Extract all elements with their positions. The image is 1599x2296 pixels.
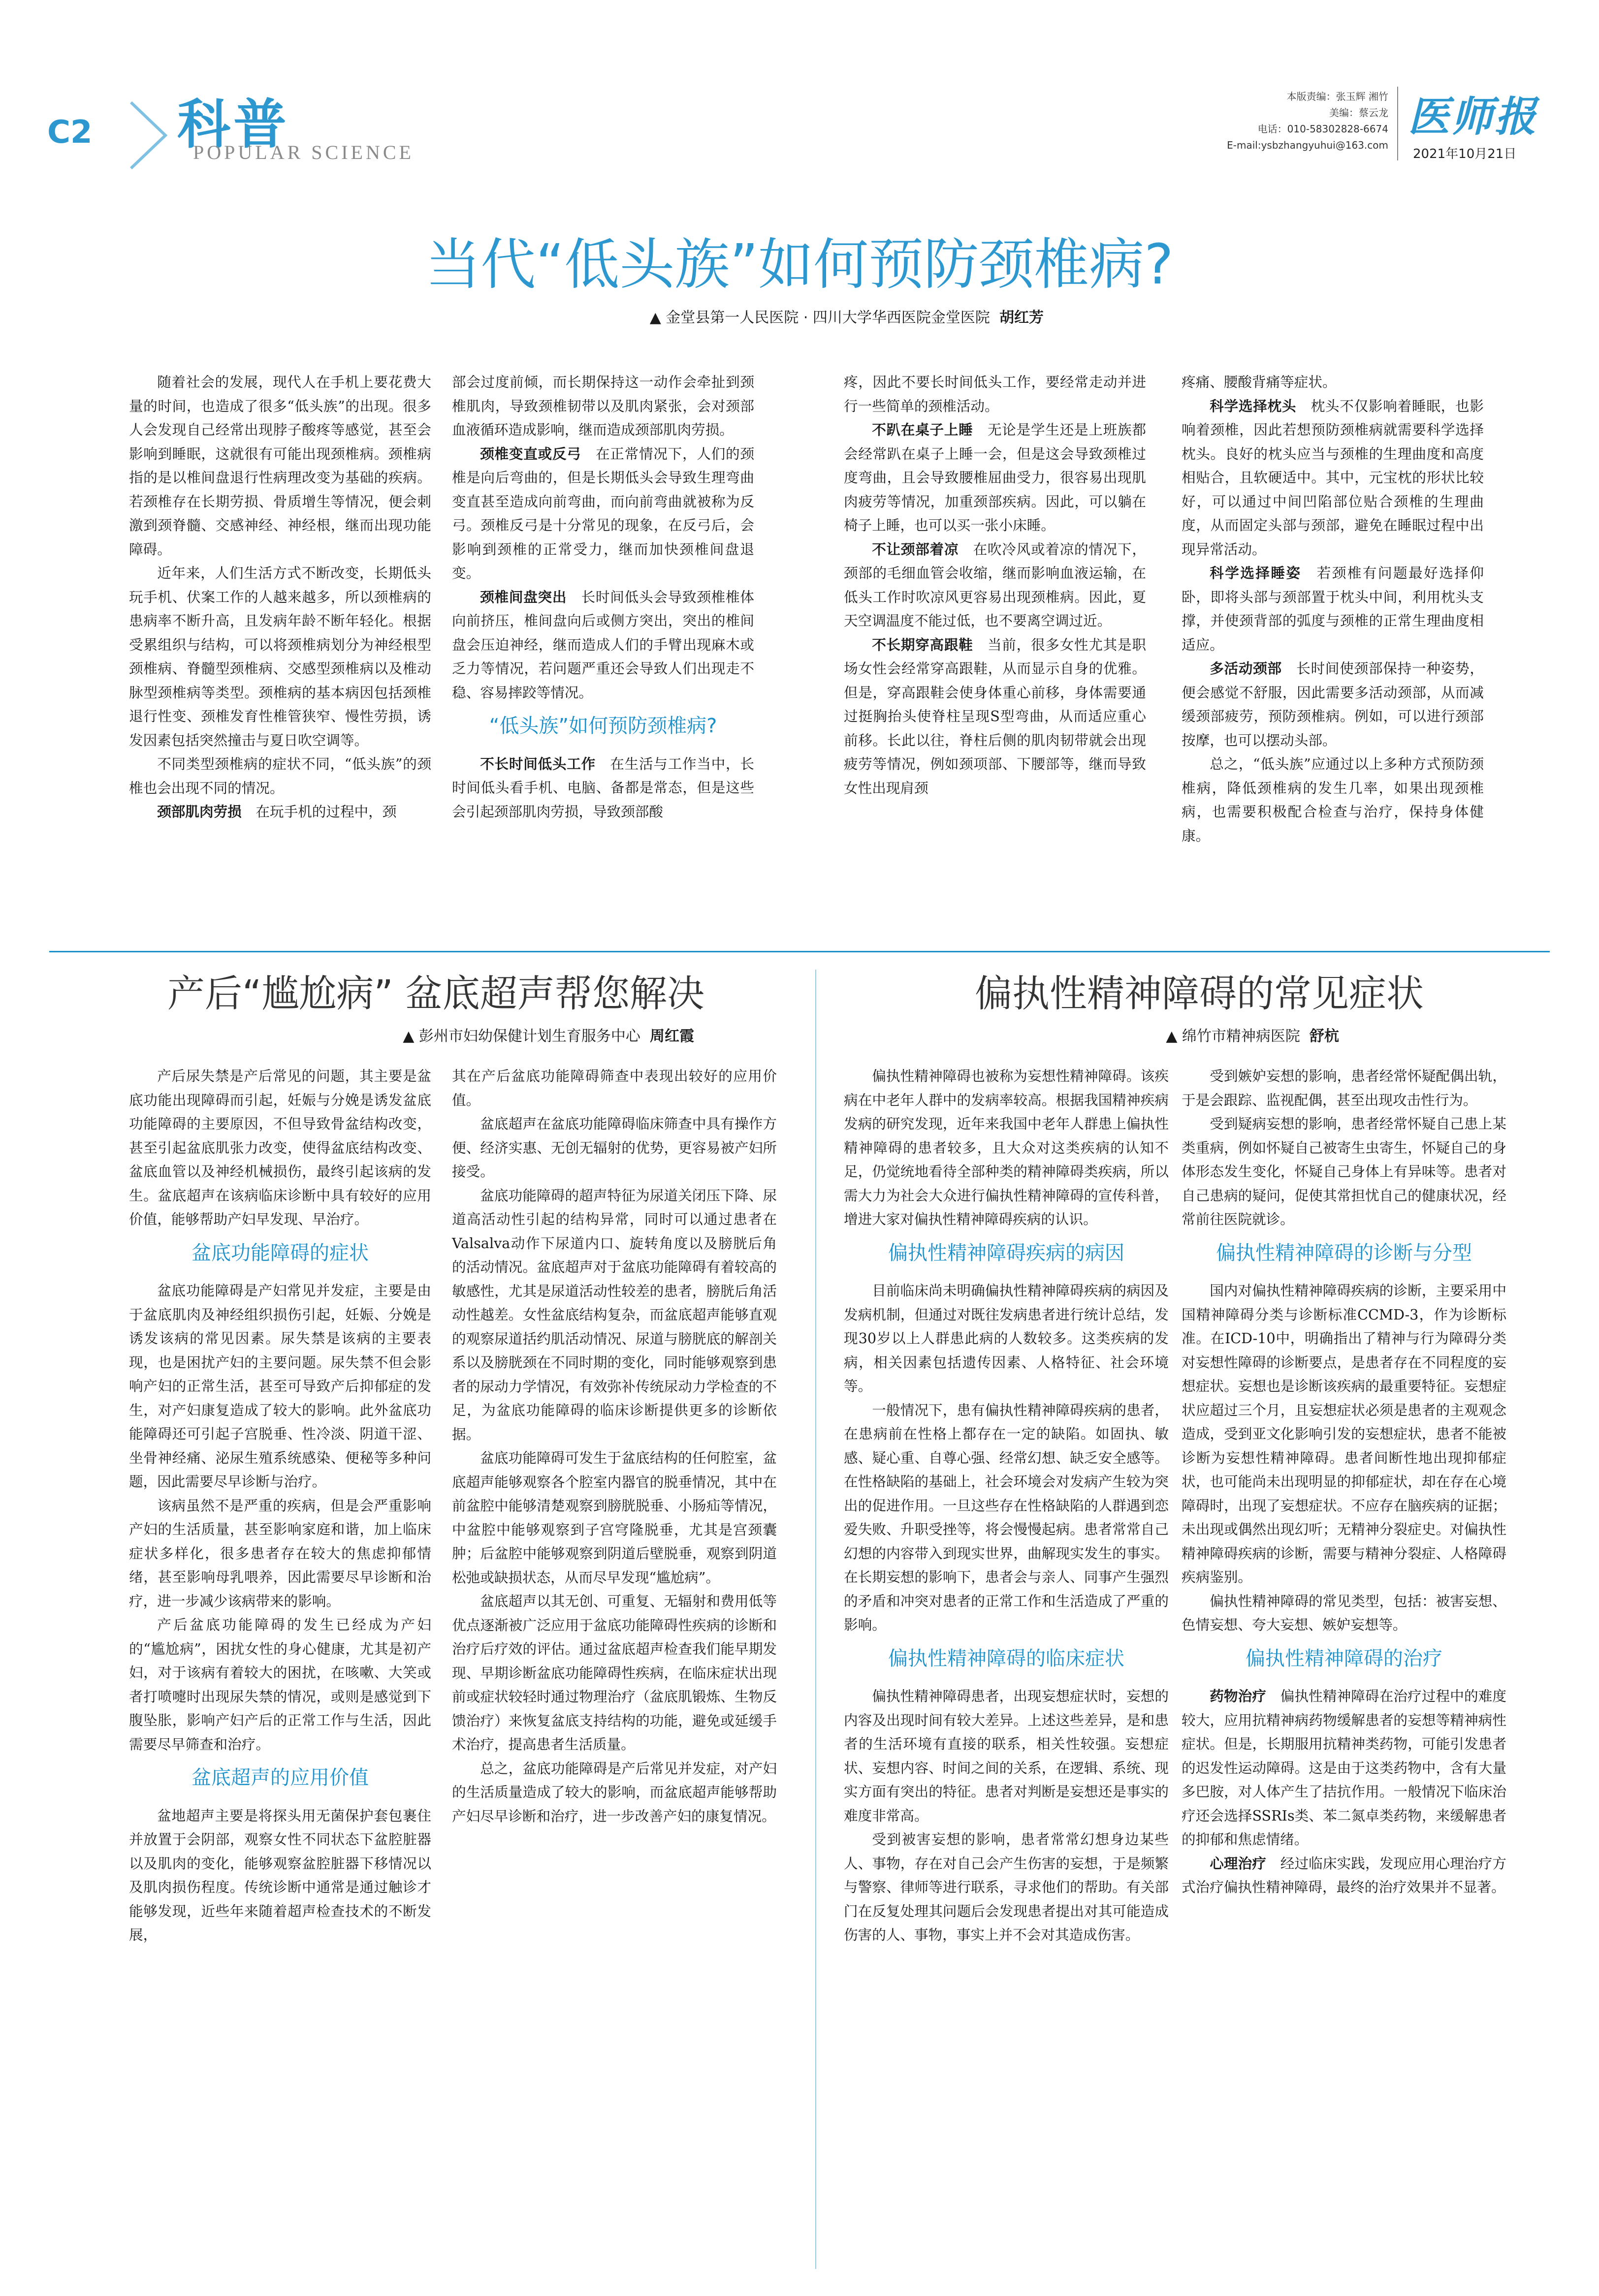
column-separator [815, 970, 816, 2269]
paragraph [452, 1757, 777, 1828]
paragraph [844, 1827, 1169, 1947]
paragraph [452, 1064, 777, 1112]
article1-col2 [452, 370, 754, 823]
paragraph-heading: 不让颈部着凉 [872, 540, 959, 558]
paragraph-text: 若颈椎有问题最好选择仰卧，即将头部与颈部置于枕头中间，利用枕头支撑，并使颈背部的弧度与颈椎的正常生理曲度相适应。 [1182, 565, 1484, 653]
paragraph-heading: 颈椎变直或反弓 [480, 445, 581, 462]
paragraph [844, 1279, 1169, 1398]
article3-title: 偏执性精神障碍的常见症状 [975, 972, 1424, 1015]
paragraph [129, 370, 431, 561]
paragraph [452, 1112, 777, 1184]
paragraph [129, 1064, 431, 1231]
paragraph-text: 盆底功能障碍可发生于盆底结构的任何腔室，盆底超声能够观察各个腔室内器官的脱垂情况，其中在前盆腔中能够清楚观察到膀胱脱垂、小肠疝等情况，中盆腔中能够观察到子宫穹隆脱垂，尤其是宫颈囊肿；后盆腔中能够观察到阴道后壁脱垂，观察到阴道松弛或缺损状态，从而尽早发现“尴尬病”。 [452, 1449, 777, 1586]
paragraph [844, 1398, 1169, 1637]
paragraph [129, 561, 431, 752]
section-subtitle: POPULAR SCIENCE [193, 141, 414, 163]
paragraph [1182, 1064, 1506, 1112]
byline-org: ▲ 彭州市妇幼保健计划生育服务中心 [403, 1028, 640, 1045]
paragraph-text: 盆底功能障碍是产妇常见并发症，主要是由于盆底肌肉及神经组织损伤引起，妊娠、分娩是诱发该病的常见因素。尿失禁是该病的主要表现，也是困扰产妇的主要问题。尿失禁不但会影响产妇的正常生活，甚至可导致产后抑郁症的发生，对产妇康复造成了较大的影响。此外盆底功能障碍还可引起子宫脱垂、性冷淡、阴道干涩、坐骨神经痛、泌尿生殖系统感染、便秘等多种问题，因此需要尽早诊断与治疗。 [129, 1282, 431, 1490]
paragraph-heading: 心理治疗 [1210, 1855, 1267, 1872]
designer-line: 美编：蔡云龙 [1329, 107, 1388, 119]
article1-bottom-rule [49, 951, 1550, 952]
paragraph-heading: 不长时间低头工作 [480, 755, 596, 772]
paragraph-text: 偏执性精神障碍患者，出现妄想症状时，妄想的内容及出现时间有较大差异。上述这些差异，是和患者的生活环境有直接的联系，相关性较强。妄想症状、妄想内容、时间之间的关系，在逻辑、系统、现实方面有突出的特征。患者对判断是妄想还是事实的难度非常高。 [844, 1688, 1169, 1824]
paragraph-text: 受到疑病妄想的影响，患者经常怀疑自己患上某类重病，例如怀疑自己被寄生虫寄生，怀疑自己的身体形态发生变化，怀疑自己身体上有异味等。患者对自己患病的疑问，促使其常担忧自己的健康状况，经常前往医院就诊。 [1182, 1115, 1506, 1227]
paragraph [1182, 1852, 1506, 1899]
byline-org: ▲ 金堂县第一人民医院 · 四川大学华西医院金堂医院 [649, 309, 990, 326]
paragraph-text: 长时间低头会导致颈椎椎体向前挤压，椎间盘向后或侧方突出，突出的椎间盘会压迫神经，继而造成人们的手臂出现麻木或乏力等情况，若问题严重还会导致人们出现走不稳、容易摔跤等情况。 [452, 588, 754, 701]
paragraph [452, 752, 754, 824]
paragraph-text: 产后盆底功能障碍的发生已经成为产妇的“尴尬病”，困扰女性的身心健康，尤其是初产妇，对于该病有着较大的困扰，在咳嗽、大笑或者打喷嚏时出现尿失禁的情况，或则是感觉到下腹坠胀，影响产妇产后的正常工作与生活，因此需要尽早筛查和治疗。 [129, 1616, 431, 1753]
paragraph-text: 经过临床实践，发现应用心理治疗方式治疗偏执性精神障碍，最终的治疗效果并不显著。 [1182, 1855, 1506, 1895]
paragraph-text: 国内对偏执性精神障碍疾病的诊断，主要采用中国精神障碍分类与诊断标准CCMD-3，作为诊断标准。在ICD-10中，明确指出了精神与行为障碍分类对妄想性障碍的诊断要点，是患者存在不同程度的妄想症状。妄想也是诊断该疾病的最重要特征。妄想症状应超过三个月，且妄想症状必须是患者的主观观念造成，受到亚文化影响引发的妄想症状，患者不能被诊断为妄想性精神障碍。患者间断性地出现抑郁症状，也可能尚未出现明显的抑郁症状，却在存在心境障碍时，出现了妄想症状。不应存在脑疾病的证据；未出现或偶然出现幻听；无精神分裂症史。对偏执性精神障碍疾病的诊断，需要与精神分裂症、人格障碍疾病鉴别。 [1182, 1282, 1506, 1585]
email-line: E-mail:ysbzhangyuhui@163.com [1227, 139, 1388, 151]
paragraph-text: 其在产后盆底功能障碍筛查中表现出较好的应用价值。 [452, 1068, 777, 1108]
page-number: C2 [47, 114, 93, 151]
paragraph [1182, 394, 1484, 562]
paper-logo: 医师报 [1408, 92, 1538, 141]
article3-col1 [844, 1064, 1169, 1947]
paragraph-text: 产后尿失禁是产后常见的问题，其主要是盆底功能出现障碍而引起，妊娠与分娩是诱发盆底功能障碍的主要原因，不但导致骨盆结构改变，甚至引起盆底肌张力改变，使得盆底结构改变、盆底血管以及神经机械损伤，最终引起该病的发生。盆底超声在该病临床诊断中具有较好的应用价值，能够帮助产妇早发现、早治疗。 [129, 1068, 431, 1227]
article1-col1 [129, 370, 431, 824]
paragraph [1182, 1589, 1506, 1637]
paragraph-text: 近年来，人们生活方式不断改变，长期低头玩手机、伏案工作的人越来越多，所以颈椎病的患病率不断升高，且发病年龄不断年轻化。根据受累组织与结构，可以将颈椎病划分为神经根型颈椎病、脊髓型颈椎病、交感型颈椎病以及椎动脉型颈椎病等类型。颈椎病的基本病因包括颈椎退行性变、颈椎发育性椎管狭窄、慢性劳损，诱发因素包括突然撞击与夏日吹空调等。 [129, 565, 431, 749]
chevron-icon [106, 98, 175, 172]
paragraph-text: 随着社会的发展，现代人在手机上要花费大量的时间，也造成了很多“低头族”的出现。很多人会发现自己经常出现脖子酸疼等感觉，甚至会影响到睡眠，这就很有可能出现颈椎病。颈椎病指的是以椎间盘退行性病理改变为基础的疾病。若颈椎存在长期劳损、骨质增生等情况，便会刺激到颈脊髓、交感神经、神经根，继而出现功能障碍。 [129, 374, 431, 558]
article1-col4 [1182, 370, 1484, 848]
paragraph [844, 1684, 1169, 1827]
paragraph-heading: 不趴在桌子上睡 [872, 421, 973, 438]
paragraph [452, 1446, 777, 1589]
article1-title: 当代“低头族”如何预防颈椎病? [425, 233, 1174, 297]
paragraph-text: 目前临床尚未明确偏执性精神障碍疾病的病因及发病机制，但通过对既往发病患者进行统计总结，发现30岁以上人群患此病的人数较多。这类疾病的发病，相关因素包括遗传因素、人格特征、社会环境等。 [844, 1282, 1169, 1394]
paragraph-text: 在玩手机的过程中，颈 [256, 803, 397, 820]
byline-author: 胡红芳 [999, 309, 1044, 326]
section-subheading: 偏执性精神障碍的临床症状 [888, 1647, 1124, 1670]
paragraph-text: 在生活与工作当中，长时间低头看手机、电脑、备都是常态，但是这些会引起颈部肌肉劳损，导致颈部酸 [452, 755, 754, 820]
paragraph [129, 1804, 431, 1947]
paragraph [1182, 1279, 1506, 1589]
paragraph [452, 370, 754, 442]
article2-byline [148, 1024, 694, 1045]
paragraph [1182, 1112, 1506, 1231]
section-subheading: “低头族”如何预防颈椎病? [489, 715, 717, 737]
paragraph-text: 一般情况下，患有偏执性精神障碍疾病的患者，在患病前在性格上都存在一定的缺陷。如固执、敏感、疑心重、自尊心强、经常幻想、缺乏安全感等。在性格缺陷的基础上，社会环境会对发病产生较为突出的促进作用。一旦这些存在性格缺陷的人群遇到恋爱失败、升职受挫等，将会慢慢起病。患者常常自己幻想的内容带入到现实世界，曲解现实发生的事实。在长期妄想的影响下，患者会与亲人、同事产生强烈的矛盾和冲突对患者的正常工作和生活造成了严重的影响。 [844, 1401, 1169, 1633]
paragraph [844, 418, 1146, 537]
paragraph-text: 盆底功能障碍的超声特征为尿道关闭压下降、尿道高活动性引起的结构异常，同时可以通过患者在Valsalva动作下尿道内口、旋转角度以及膀胱后角的活动情况。盆底超声对于盆底功能障碍有着较高的敏感性，尤其是尿道活动性较差的患者，膀胱后角活动性越差。女性盆底结构复杂，而盆底超声能够直观的观察尿道括约肌活动情况、尿道与膀胱底的解剖关系以及膀胱颈在不同时期的变化，同时能够观察到患者的尿动力学情况，有效弥补传统尿动力学检查的不足，为盆底功能障碍的临床诊断提供更多的诊断依据。 [452, 1187, 777, 1443]
paragraph-text: 盆地超声主要是将探头用无菌保护套包裹住并放置于会阴部，观察女性不同状态下盆腔脏器以及肌肉的变化，能够观察盆腔脏器下移情况以及肌肉损伤程度。传统诊断中通常是通过触诊才能够发现，近些年来随着超声检查技术的不断发展， [129, 1807, 431, 1943]
paragraph-text: 无论是学生还是上班族都会经常趴在桌子上睡一会，但是这会导致颈椎过度弯曲，且会导致腰椎屈曲受力，很容易出现肌肉疲劳等情况，加重颈部疾病。因此，可以躺在椅子上睡，也可以买一张小床睡。 [844, 421, 1146, 534]
paragraph-text: 受到被害妄想的影响，患者常常幻想身边某些人、事物，存在对自己会产生伤害的妄想，于是频繁与警察、律师等进行联系，寻求他们的帮助。有关部门在反复处理其问题后会发现患者提出对其可能造成伤害的人、事物，事实上并不会对其造成伤害。 [844, 1831, 1169, 1943]
byline-org: ▲ 绵竹市精神病医院 [1166, 1028, 1300, 1045]
section-subheading: 偏执性精神障碍的治疗 [1246, 1647, 1442, 1670]
article2-title: 产后“尴尬病” 盆底超声帮您解决 [167, 972, 704, 1015]
paragraph [844, 370, 1146, 418]
header-divider [1397, 87, 1398, 160]
paragraph-text: 部会过度前倾，而长期保持这一动作会牵扯到颈椎肌肉，导致颈椎韧带以及肌肉紧张，会对颈部血液循环造成影响，继而造成颈部肌肉劳损。 [452, 374, 754, 438]
paragraph-text: 长时间使颈部保持一种姿势，便会感觉不舒服，因此需要多活动颈部，从而减缓颈部疲劳，预防颈椎病。例如，可以进行颈部按摩，也可以摆动头部。 [1182, 660, 1484, 749]
paragraph [1182, 561, 1484, 657]
paragraph-text: 总之，“低头族”应通过以上多种方式预防颈椎病，降低颈椎病的发生几率，如果出现颈椎病，也需要积极配合检查与治疗，保持身体健康。 [1182, 755, 1484, 844]
article3-byline [985, 1024, 1339, 1045]
paragraph [129, 752, 431, 800]
paragraph-text: 偏执性精神障碍的常见类型，包括：被害妄想、色情妄想、夸大妄想、嫉妒妄想等。 [1182, 1592, 1506, 1633]
paragraph-text: 受到嫉妒妄想的影响，患者经常怀疑配偶出轨，于是会跟踪、监视配偶，甚至出现攻击性行为。 [1182, 1068, 1506, 1108]
paragraph [844, 537, 1146, 633]
paragraph-text: 盆底超声在盆底功能障碍临床筛查中具有操作方便、经济实惠、无创无辐射的优势，更容易被产妇所接受。 [452, 1115, 777, 1180]
paragraph [1182, 752, 1484, 848]
paragraph [129, 1613, 431, 1756]
paragraph-heading: 颈椎间盘突出 [480, 588, 567, 605]
paragraph-text: 盆底超声以其无创、可重复、无辐射和费用低等优点逐渐被广泛应用于盆底功能障碍性疾病的诊断和治疗后疗效的评估。通过盆底超声检查我们能早期发现、早期诊断盆底功能障碍性疾病，在临床症状出现前或症状较轻时通过物理治疗（盆底肌锻炼、生物反馈治疗）来恢复盆底支持结构的功能，避免或延缓手术治疗，提高患者生活质量。 [452, 1593, 777, 1753]
paragraph-heading: 科学选择睡姿 [1210, 565, 1302, 581]
paragraph-text: 疼痛、腰酸背痛等症状。 [1182, 374, 1337, 390]
paragraph-heading: 科学选择枕头 [1210, 397, 1297, 414]
article3-col2 [1182, 1064, 1506, 1899]
section-title: 科普 [177, 94, 290, 156]
paragraph [844, 1064, 1169, 1231]
paragraph-text: 在吹冷风或着凉的情况下，颈部的毛细血管会收缩，继而影响血液运输，在低头工作时吹凉风更容易出现颈椎病。因此，夏天空调温度不能过低，也不要离空调过近。 [844, 540, 1146, 629]
paragraph-text: 疼，因此不要长时间低头工作，要经常走动并进行一些简单的颈椎活动。 [844, 374, 1146, 414]
paragraph-heading: 多活动颈部 [1210, 660, 1282, 677]
section-subheading: 盆底超声的应用价值 [192, 1766, 369, 1789]
byline-author: 周红霞 [650, 1028, 694, 1045]
paragraph [1182, 370, 1484, 394]
paragraph [452, 442, 754, 585]
paragraph-heading: 药物治疗 [1210, 1688, 1267, 1704]
paragraph-heading: 颈部肌肉劳损 [157, 803, 242, 820]
paragraph-text: 总之，盆底功能障碍是产后常见并发症，对产妇的生活质量造成了较大的影响，而盆底超声能够帮助产妇尽早诊断和治疗，进一步改善产妇的康复情况。 [452, 1760, 777, 1824]
editor-line: 本版责编：张玉辉 湘竹 [1286, 91, 1388, 102]
paragraph [1182, 657, 1484, 752]
section-subheading: 偏执性精神障碍疾病的病因 [888, 1241, 1124, 1264]
paragraph [1182, 1684, 1506, 1852]
paragraph-text: 该病虽然不是严重的疾病，但是会严重影响产妇的生活质量，甚至影响家庭和谐，加上临床症状多样化，很多患者存在较大的焦虑抑郁情绪，甚至影响母乳喂养，因此需要尽早诊断和治疗，进一步减少该病带来的影响。 [129, 1497, 431, 1609]
phone-line: 电话：010-58302828-6674 [1257, 123, 1388, 135]
paragraph [452, 1184, 777, 1447]
section-subheading: 盆底功能障碍的症状 [192, 1241, 369, 1264]
paragraph-heading: 不长期穿高跟鞋 [872, 636, 973, 653]
article2-col2 [452, 1064, 777, 1828]
article1-col3 [844, 370, 1146, 800]
article1-byline [492, 305, 1044, 327]
editor-info [1132, 89, 1388, 154]
paragraph [844, 633, 1146, 800]
paragraph-text: 不同类型颈椎病的症状不同，“低头族”的颈椎也会出现不同的情况。 [129, 755, 431, 796]
paragraph-text: 当前，很多女性尤其是职场女性会经常穿高跟鞋，从而显示自身的优雅。但是，穿高跟鞋会使身体重心前移，身体需要通过挺胸抬头使脊柱呈现S型弯曲，从而适应重心前移。长此以往，脊柱后侧的肌肉韧带就会出现疲劳等情况，例如颈项部、下腰部等，继而导致女性出现肩颈 [844, 636, 1146, 796]
section-subheading: 偏执性精神障碍的诊断与分型 [1216, 1241, 1472, 1264]
paragraph [452, 1589, 777, 1757]
issue-date: 2021年10月21日 [1413, 147, 1517, 161]
paragraph [129, 1279, 431, 1494]
article2-col1 [129, 1064, 431, 1947]
byline-author: 舒杭 [1310, 1028, 1339, 1045]
paragraph-text: 在正常情况下，人们的颈椎是向后弯曲的，但是长期低头会导致生理弯曲变直甚至造成向前弯曲，而向前弯曲就被称为反弓。颈椎反弓是十分常见的现象，在反弓后，会影响到颈椎的正常受力，继而加快颈椎间盘退变。 [452, 445, 754, 581]
paragraph-text: 偏执性精神障碍也被称为妄想性精神障碍。该疾病在中老年人群中的发病率较高。根据我国精神疾病发病的研究发现，近年来我国中老年人群患上偏执性精神障碍的患者较多，且大众对这类疾病的认知不足，仍觉统地看待全部种类的精神障碍类疾病，所以需大力为社会大众进行偏执性精神障碍的宣传科普，增进大家对偏执性精神障碍疾病的认识。 [844, 1068, 1169, 1227]
paragraph-text: 枕头不仅影响着睡眠，也影响着颈椎，因此若想预防颈椎病就需要科学选择枕头。良好的枕头应当与颈椎的生理曲度和高度相贴合，且软硬适中。其中，元宝枕的形状比较好，可以通过中间凹陷部位贴合颈椎的生理曲度，从而固定头部与颈部，避免在睡眠过程中出现异常活动。 [1182, 397, 1484, 558]
paragraph-text: 偏执性精神障碍在治疗过程中的难度较大，应用抗精神病药物缓解患者的妄想等精神病性症状。但是，长期服用抗精神类药物，可能引发患者的迟发性运动障碍。这是由于这类药物中，含有大量多巴胺，对人体产生了拮抗作用。一般情况下临床治疗还会选择SSRIs类、苯二氮卓类药物，来缓解患者的抑郁和焦虑情绪。 [1182, 1688, 1506, 1848]
paragraph [452, 585, 754, 705]
paragraph [129, 1494, 431, 1613]
paragraph [129, 800, 431, 824]
